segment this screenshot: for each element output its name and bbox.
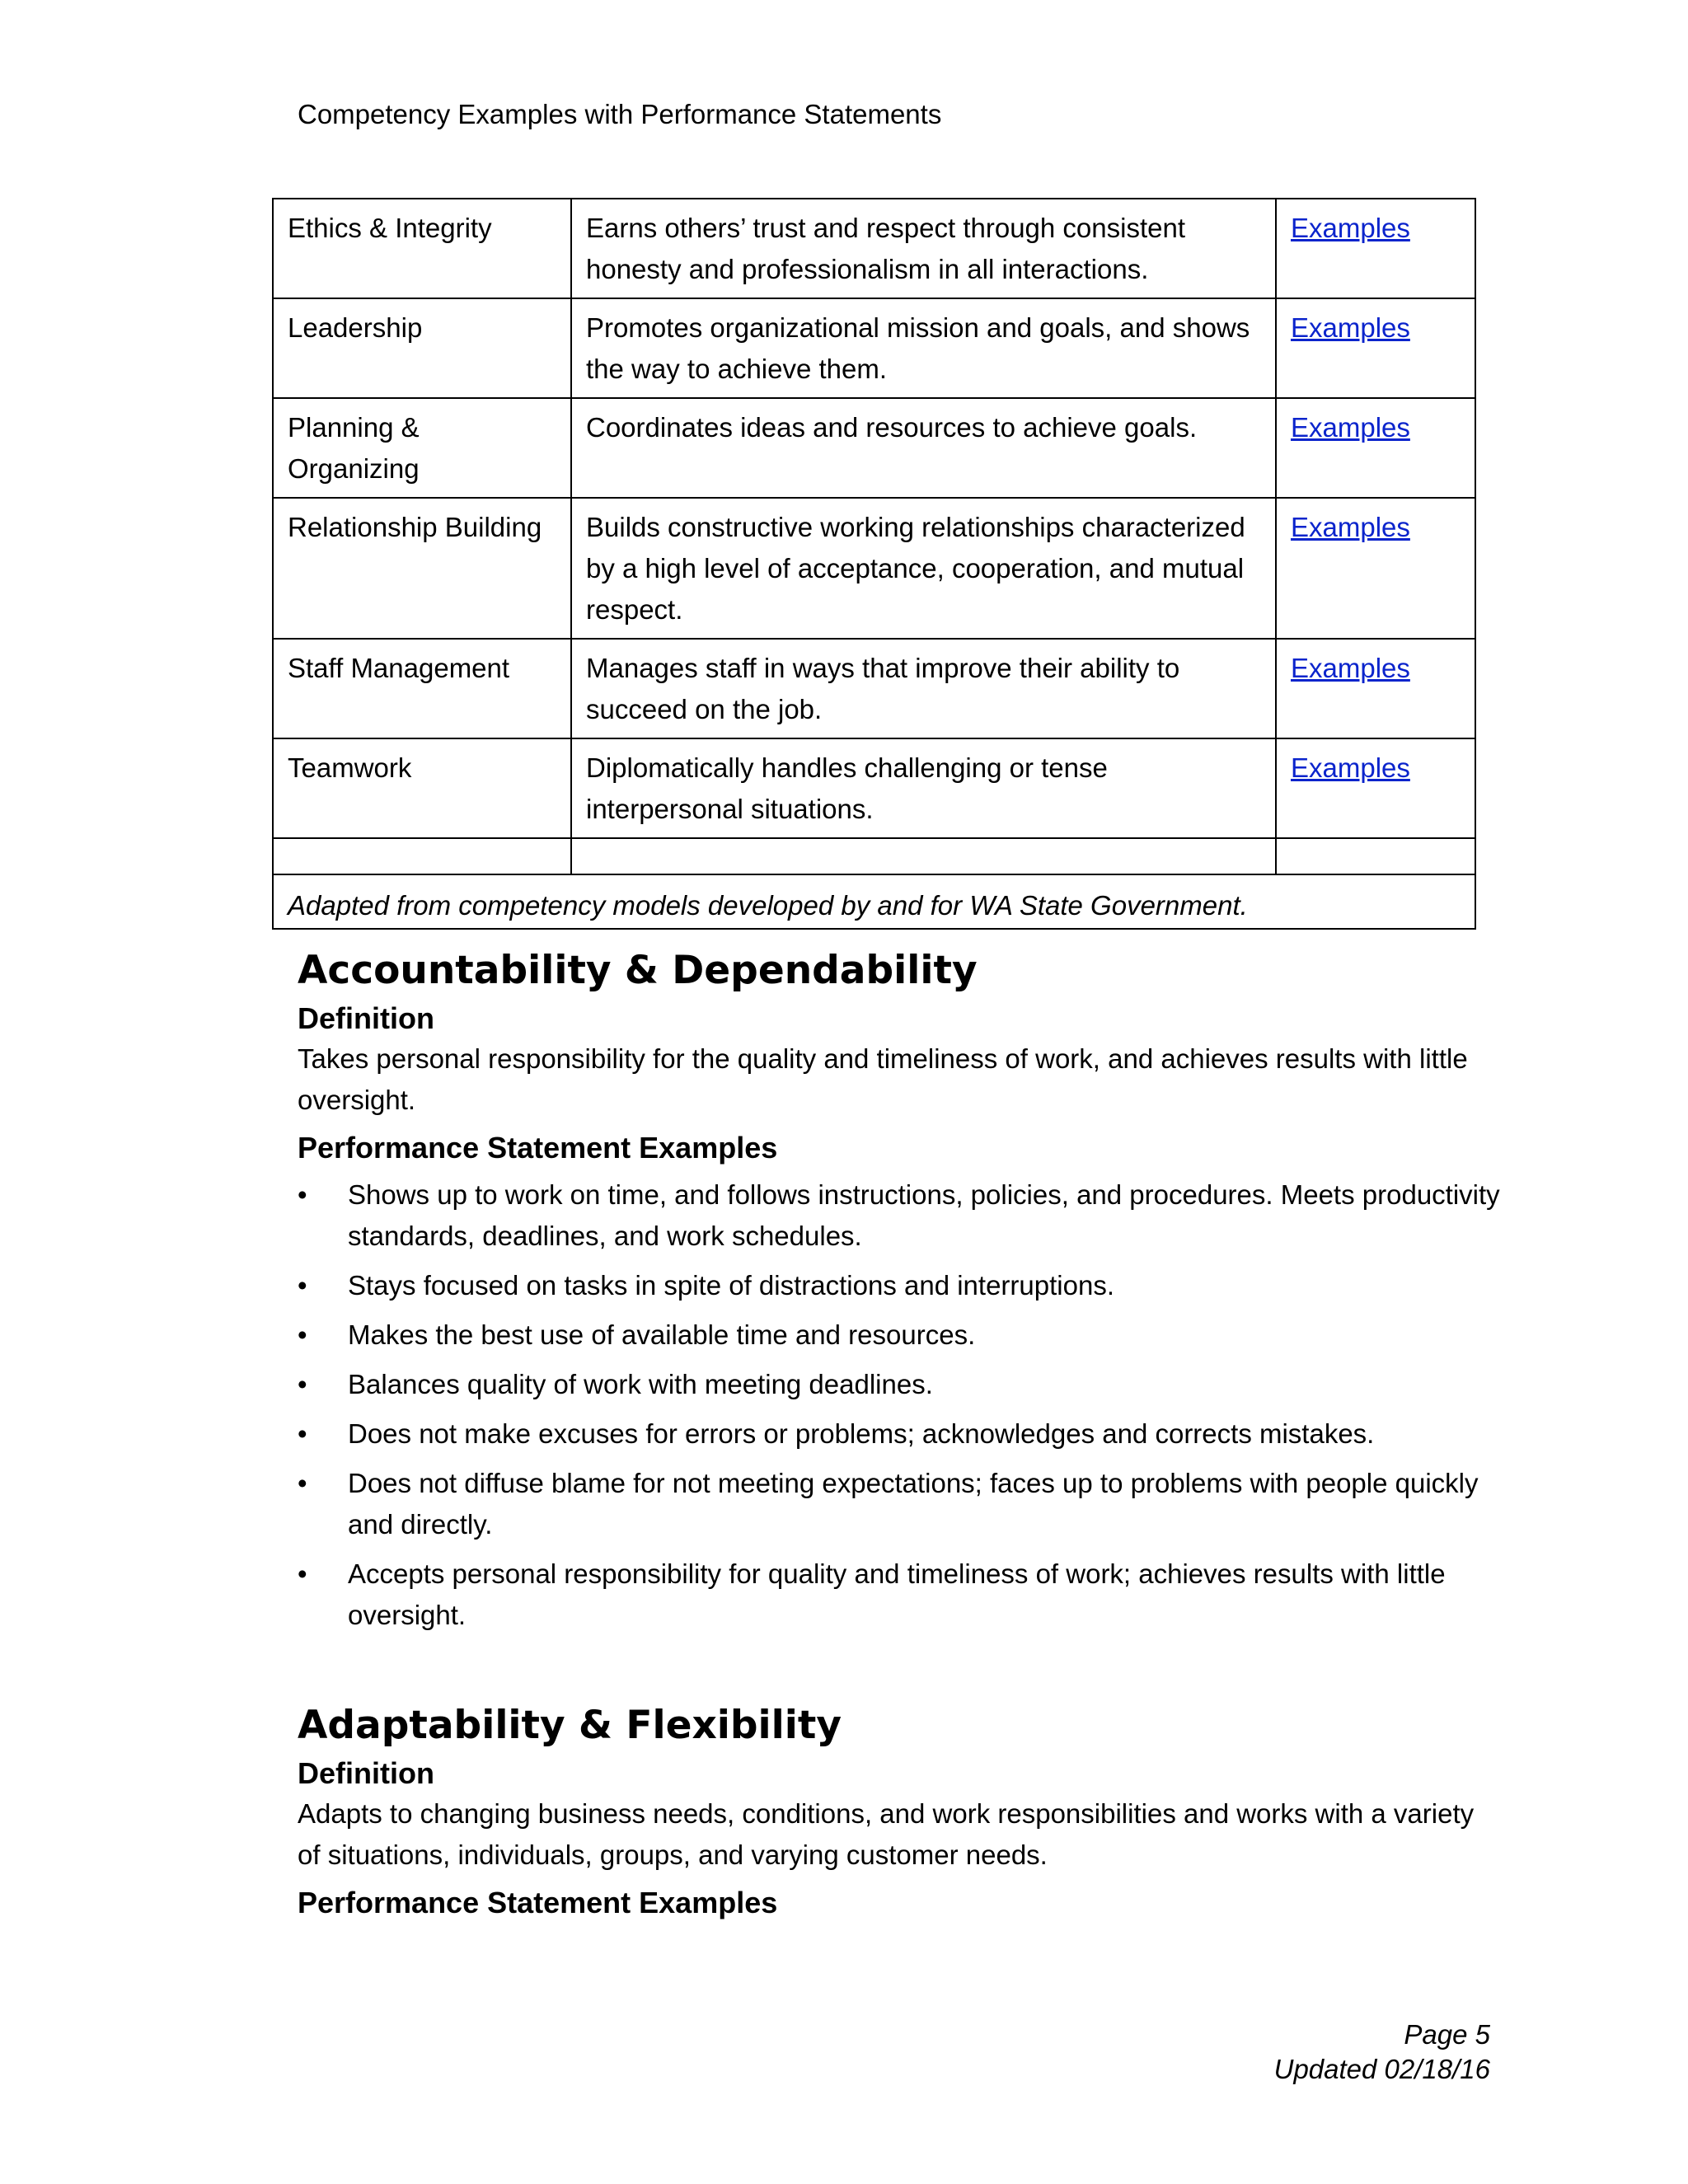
bullet-icon: • xyxy=(298,1558,307,1589)
list-item xyxy=(298,1364,1501,1405)
list-item-text: Stays focused on tasks in spite of distractions and interruptions. xyxy=(348,1270,1114,1301)
list-item xyxy=(298,1315,1501,1356)
competency-name: Leadership xyxy=(273,298,571,398)
examples-list xyxy=(298,1174,1501,1636)
competency-name: Relationship Building xyxy=(273,498,571,639)
competency-description: Promotes organizational mission and goals, and shows the way to achieve them. xyxy=(571,298,1276,398)
section-adaptability xyxy=(298,1701,1501,1922)
page-footer xyxy=(1274,2018,1490,2087)
empty-table-row xyxy=(273,838,1475,874)
examples-link[interactable]: Examples xyxy=(1291,312,1410,343)
section-title: Adaptability & Flexibility xyxy=(298,1703,842,1748)
competency-description: Diplomatically handles challenging or tense interpersonal situations. xyxy=(571,738,1276,838)
competency-name: Teamwork xyxy=(273,738,571,838)
list-item-text: Does not diffuse blame for not meeting expectations; faces up to problems with people quickly and directly. xyxy=(348,1468,1479,1540)
examples-link[interactable]: Examples xyxy=(1291,752,1410,783)
section-accountability xyxy=(298,946,1501,1644)
examples-heading: Performance Statement Examples xyxy=(298,1886,778,1919)
bullet-icon: • xyxy=(298,1369,307,1399)
list-item-text: Makes the best use of available time and resources. xyxy=(348,1319,976,1350)
section-title: Accountability & Dependability xyxy=(298,948,978,993)
updated-date: Updated 02/18/16 xyxy=(1273,2054,1490,2084)
competency-name: Staff Management xyxy=(273,639,571,738)
competency-description: Builds constructive working relationships characterized by a high level of acceptance, cooperation, and mutual respect. xyxy=(571,498,1276,639)
bullet-icon: • xyxy=(298,1270,307,1301)
definition-heading: Definition xyxy=(298,1756,434,1790)
list-item xyxy=(298,1413,1501,1455)
table-row xyxy=(273,639,1475,738)
page-number: Page 5 xyxy=(1404,2019,1490,2050)
examples-cell xyxy=(1276,298,1475,398)
competency-table xyxy=(272,198,1476,930)
examples-link[interactable]: Examples xyxy=(1291,653,1410,683)
bullet-icon: • xyxy=(298,1179,307,1210)
examples-link[interactable]: Examples xyxy=(1291,512,1410,542)
bullet-icon: • xyxy=(298,1468,307,1498)
table-note-row xyxy=(273,874,1475,929)
definition-text: Takes personal responsibility for the quality and timeliness of work, and achieves results with little oversight. xyxy=(298,1043,1468,1115)
empty-cell xyxy=(273,838,571,874)
table-row xyxy=(273,498,1475,639)
list-item xyxy=(298,1554,1501,1636)
list-item xyxy=(298,1174,1501,1257)
competency-name: Ethics & Integrity xyxy=(273,199,571,298)
table-source-note: Adapted from competency models developed by and for WA State Government. xyxy=(273,874,1475,929)
examples-cell xyxy=(1276,398,1475,498)
table-row xyxy=(273,398,1475,498)
list-item-text: Does not make excuses for errors or problems; acknowledges and corrects mistakes. xyxy=(348,1418,1375,1449)
list-item xyxy=(298,1265,1501,1306)
competency-description: Coordinates ideas and resources to achieve goals. xyxy=(571,398,1276,498)
page-header-title: Competency Examples with Performance Statements xyxy=(298,99,942,129)
competency-name: Planning & Organizing xyxy=(273,398,571,498)
definition-heading: Definition xyxy=(298,1001,434,1035)
examples-link[interactable]: Examples xyxy=(1291,213,1410,243)
examples-cell xyxy=(1276,199,1475,298)
bullet-icon: • xyxy=(298,1418,307,1449)
definition-text: Adapts to changing business needs, conditions, and work responsibilities and works with a variety of situations, individuals, groups, and varying customer needs. xyxy=(298,1798,1475,1870)
examples-cell xyxy=(1276,738,1475,838)
competency-description: Earns others’ trust and respect through consistent honesty and professionalism in all interactions. xyxy=(571,199,1276,298)
examples-link[interactable]: Examples xyxy=(1291,412,1410,443)
list-item-text: Shows up to work on time, and follows instructions, policies, and procedures. Meets productivity standards, deadlines, and work schedules. xyxy=(348,1179,1500,1251)
list-item-text: Balances quality of work with meeting deadlines. xyxy=(348,1369,933,1399)
list-item xyxy=(298,1463,1501,1545)
empty-cell xyxy=(571,838,1276,874)
table-row xyxy=(273,738,1475,838)
bullet-icon: • xyxy=(298,1319,307,1350)
table-row xyxy=(273,298,1475,398)
examples-cell xyxy=(1276,498,1475,639)
examples-cell xyxy=(1276,639,1475,738)
empty-cell xyxy=(1276,838,1475,874)
competency-description: Manages staff in ways that improve their ability to succeed on the job. xyxy=(571,639,1276,738)
examples-heading: Performance Statement Examples xyxy=(298,1131,778,1165)
list-item-text: Accepts personal responsibility for quality and timeliness of work; achieves results with little oversight. xyxy=(348,1558,1446,1630)
table-row xyxy=(273,199,1475,298)
